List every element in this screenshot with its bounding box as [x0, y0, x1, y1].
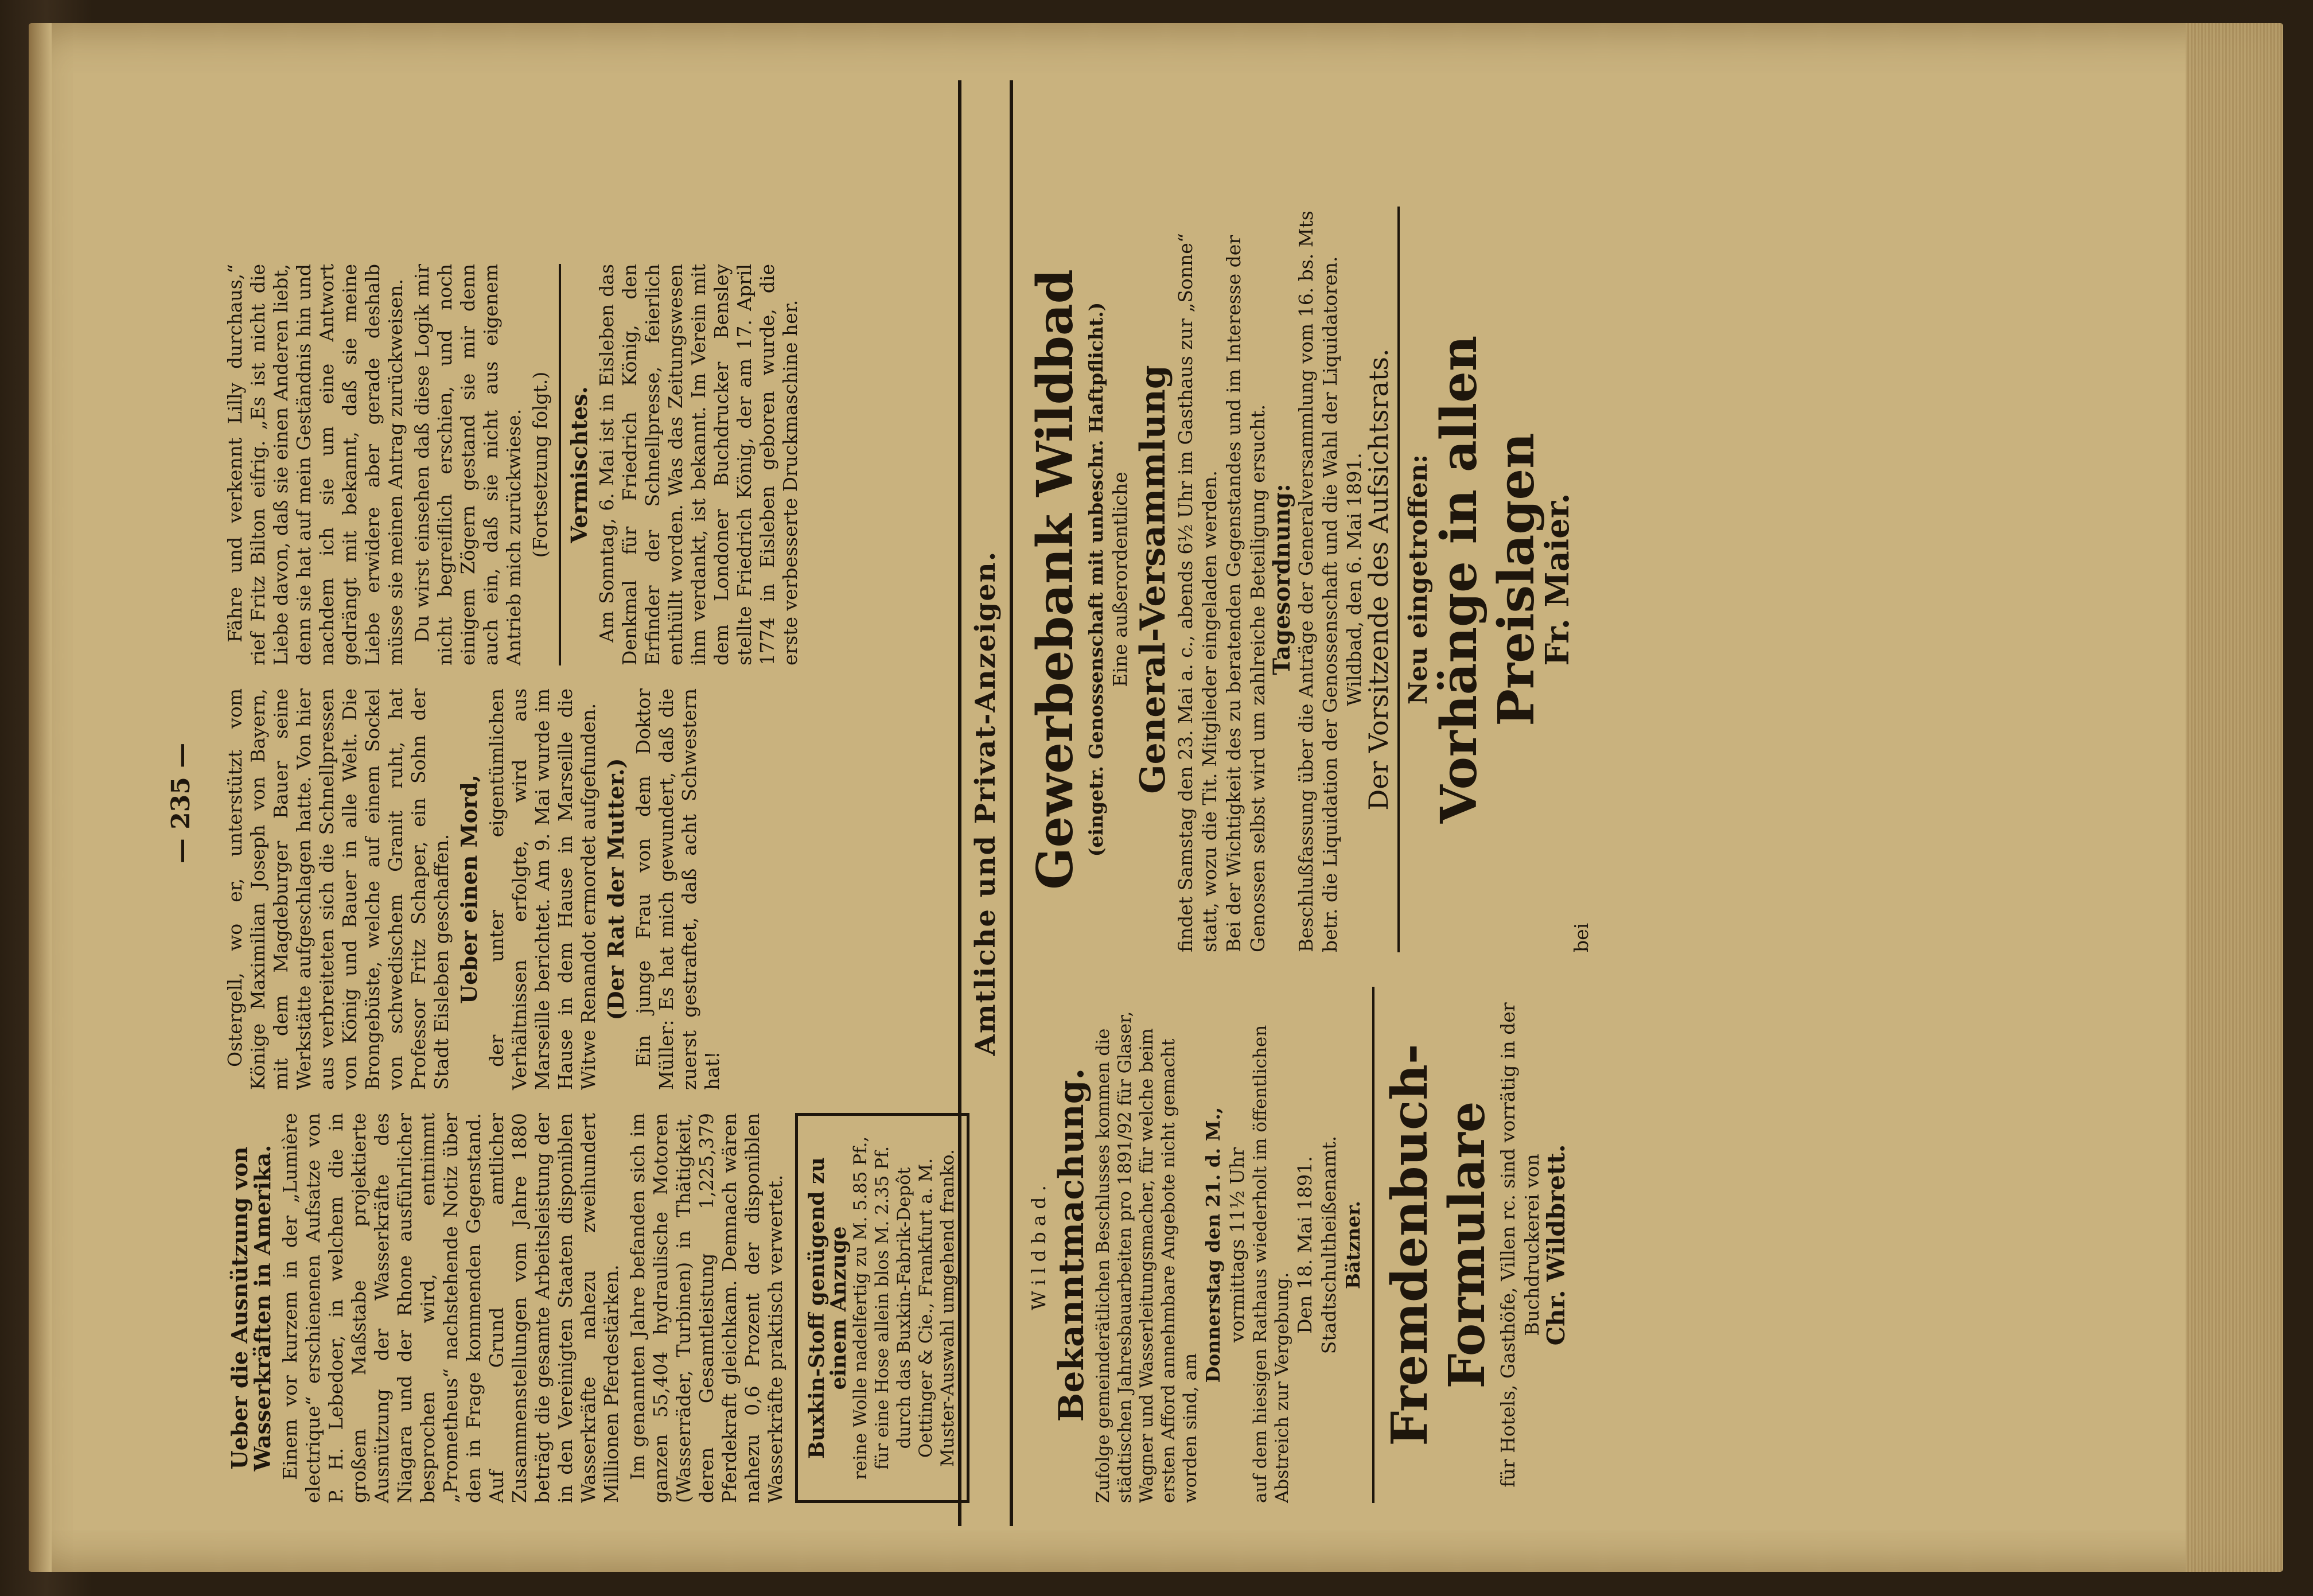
ad-title: Bekanntmachung.	[1052, 1068, 1092, 1422]
fremdenbuch-owner: Chr. Wildbrett.	[1542, 1144, 1570, 1346]
article-paragraph: der unter eigentümlichen Verhältnissen erfolgte, wird aus Marseille berichtet. Am 9. Mai wurde im Hause in dem Hause in Marseille die Witwe Renandot ermordet aufgefunden.	[485, 688, 599, 1090]
ad-gewerbebank	[1027, 207, 1594, 952]
ad-time: vormittags 11½ Uhr	[1226, 1147, 1248, 1343]
ad-text: Zufolge gemeinderätlichen Beschlusses kommen die städtischen Jahresbauarbeiten pro 1891/92 für Glaser, Wagner und Wasserleitungsmacher, für welche beim ersten Afford annehmbare Angebote nicht gemacht worden sind, am	[1093, 1011, 1201, 1503]
bank-sign: Der Vorsitzende des Aufsichtsrats.	[1363, 348, 1394, 811]
fremdenbuch-text: für Hotels, Gasthöfe, Villen rc. sind vorrätig in der Buchdruckerei von	[1497, 1002, 1543, 1488]
article-paragraph: Ostergell, wo er, unterstützt vom Könige Maximilian Joseph von Bayern, mit dem Magdeburger Bauer seine Werkstätte aufgeschlagen hatte. Von hier aus verbreiteten sich die Schnellpressen von König und Bauer in alle Welt. Die Brongebüste, welche auf einem Sockel von schwedischem Granit ruht, hat Professor Fritz Schaper, ein Sohn der Stadt Eisleben geschaffen.	[224, 688, 453, 1090]
page-header	[161, 80, 201, 1526]
bank-agenda-title: Tagesordnung:	[1268, 484, 1295, 675]
article-heading-mord: Ueber einen Mord,	[456, 774, 482, 1004]
article-paragraph: Im genannten Jahre befanden sich im ganzen 55,404 hydraulische Motoren (Wasserräder, Turbinen) in Thätigkeit, deren Gesamtleistung 1,225,379 Pferdekraft gleichkam. Demnach wären nahezu 0,6 Prozent der disponiblen Wasserkräfte praktisch verwertet.	[626, 1113, 786, 1503]
story-paragraph: Fähre und verkennt Lilly durchaus,“ rief Fritz Bilton eifrig. „Es ist nicht die Liebe davon, daß sie einen Anderen liebt, denn sie hat auf mein Geständnis hin und nachdem ich sie um eine Antwort gedrängt mit bekannt, daß sie meine Liebe erwidere aber gerade deshalb müsse sie meinen Antrag zurückweisen.	[224, 264, 407, 665]
misc-heading: Vermischtes.	[566, 386, 592, 543]
page-stack-edge	[2186, 23, 2283, 1572]
article-paragraph: Einem vor kurzem in der „Lumière electrique“ erschienenen Aufsatze von P. H. Lebedoer, in welchem die in großem Maßstabe projektierte Ausnützung der Wasserkräfte des Niagara und der Rhone ausführlicher besprochen wird, entnimmt „Prometheus“ nachstehende Notiz über den in Frage kommenden Gegenstand. Auf Grund amtlicher Zusammenstellungen vom Jahre 1880 beträgt die gesamte Arbeitsleistung der in den Vereinigten Staaten disponiblen Wasserkräfte nahezu zweihundert Millionen Pferdestärken.	[279, 1113, 622, 1503]
bank-note: Bei der Wichtigkeit des zu beratenden Gegenstandes und im Interesse der Genossen selbst wird um zahlreiche Beteiligung ersucht.	[1222, 235, 1269, 952]
bank-intro: Eine außerordentliche	[1109, 472, 1131, 687]
binding-edge	[29, 23, 52, 1572]
ad-divider	[1397, 207, 1400, 952]
ad-sign2: Bätzner.	[1342, 1200, 1364, 1290]
bank-event: General-Versammlung	[1133, 365, 1173, 794]
article-paragraph: Ein junge Frau von dem Doktor Müller: Es hat mich gewundert, daß die zuerst gestraftet, daß acht Schwestern hat!	[632, 688, 723, 1090]
bank-subtitle: (eingetr. Genossenschaft mit unbeschr. Haftpflicht.)	[1085, 302, 1107, 857]
buxkin-advert-box	[795, 1113, 969, 1503]
column-2	[224, 688, 941, 1090]
rotated-page-content	[161, 80, 2168, 1526]
continuation-note: (Fortsetzung folgt.)	[529, 371, 551, 558]
column-divider	[559, 264, 561, 665]
misc-paragraph: Am Sonntag, 6. Mai ist in Eisleben das Denkmal für Friedrich König, den Erfinder der Schnellpresse, feierlich enthüllt worden. Was das Zeitungswesen ihm verdankt, ist bekannt. Im Verein mit dem Londoner Buchdrucker Bensley stellte Friedrich König, der am 17. April 1774 in Eisleben geboren wurde, die erste verbesserte Druckmaschine her.	[595, 264, 801, 665]
bank-dated: Wildbad, den 6. Mai 1891.	[1343, 453, 1365, 706]
section-title: Amtliche und Privat-Anzeigen.	[969, 550, 1002, 1056]
ad-dated: Den 18. Mai 1891.	[1294, 1156, 1316, 1334]
section-rule-bottom	[1010, 80, 1013, 1526]
ad-place: Wildbad.	[1027, 1180, 1050, 1310]
ad-bekanntmachung	[1027, 987, 1568, 1503]
ad-text2: auf dem hiesigen Rathaus wiederholt im öffentlichen Abstreich zur Vergebung.	[1250, 1025, 1292, 1503]
ad-sign1: Stadtschultheißenamt.	[1318, 1135, 1340, 1354]
newspaper-page	[29, 23, 2283, 1572]
column-1	[224, 1113, 958, 1503]
buxkin-title: Buxkin-Stoff genügend zu einem Anzuge	[805, 1157, 851, 1459]
story-paragraph: Du wirst einsehen daß diese Logik mir nicht begreiflich erschien, und noch einigem Zögern gestand sie mir denn auch ein, daß sie nicht aus eigenem Antrieb mich zurückwiese.	[411, 264, 525, 665]
bank-title: Gewerbebank Wildbad	[1026, 269, 1084, 890]
column-3	[224, 264, 941, 665]
ad-divider	[1372, 987, 1374, 1503]
bank-agenda: Beschlußfassung über die Anträge der Generalversammlung vom 16. bs. Mts betr. die Liquidation der Genossenschaft und die Wahl der Liquidatoren.	[1295, 211, 1341, 952]
article-heading-rat: (Der Rat der Mutter.)	[603, 758, 629, 1021]
page-number: — 235 —	[166, 742, 196, 864]
new-arrivals-item: Vorhänge in allen Preislagen	[1430, 335, 1545, 824]
article-heading-wasserkraefte: Ueber die Ausnützung von Wasserkräften in Amerika.	[227, 1145, 275, 1472]
fremdenbuch-title: Fremdenbuch-Formulare	[1381, 1044, 1496, 1446]
section-rule-top	[958, 80, 961, 1526]
ad-date: Donnerstag den 21. d. M.,	[1202, 1107, 1224, 1383]
buxkin-text: reine Wolle nadelfertig zu M. 5.85 Pf., für eine Hose allein blos M. 2.35 Pf. durch das Buxkin-Fabrik-Depôt Oettinger & Cie., Frankfurt a. M. Muster-Auswahl umgehend franko.	[850, 1136, 958, 1480]
bank-when: findet Samstag den 23. Mai a. c., abends 6½ Uhr im Gasthaus zur „Sonne“ statt, wozu die Tit. Mitglieder eingeladen werden.	[1174, 233, 1221, 952]
bei-label: bei	[1570, 922, 1592, 952]
merchant-name: Fr. Maier.	[1539, 493, 1576, 666]
new-arrivals-title: Neu eingetroffen:	[1404, 454, 1433, 705]
